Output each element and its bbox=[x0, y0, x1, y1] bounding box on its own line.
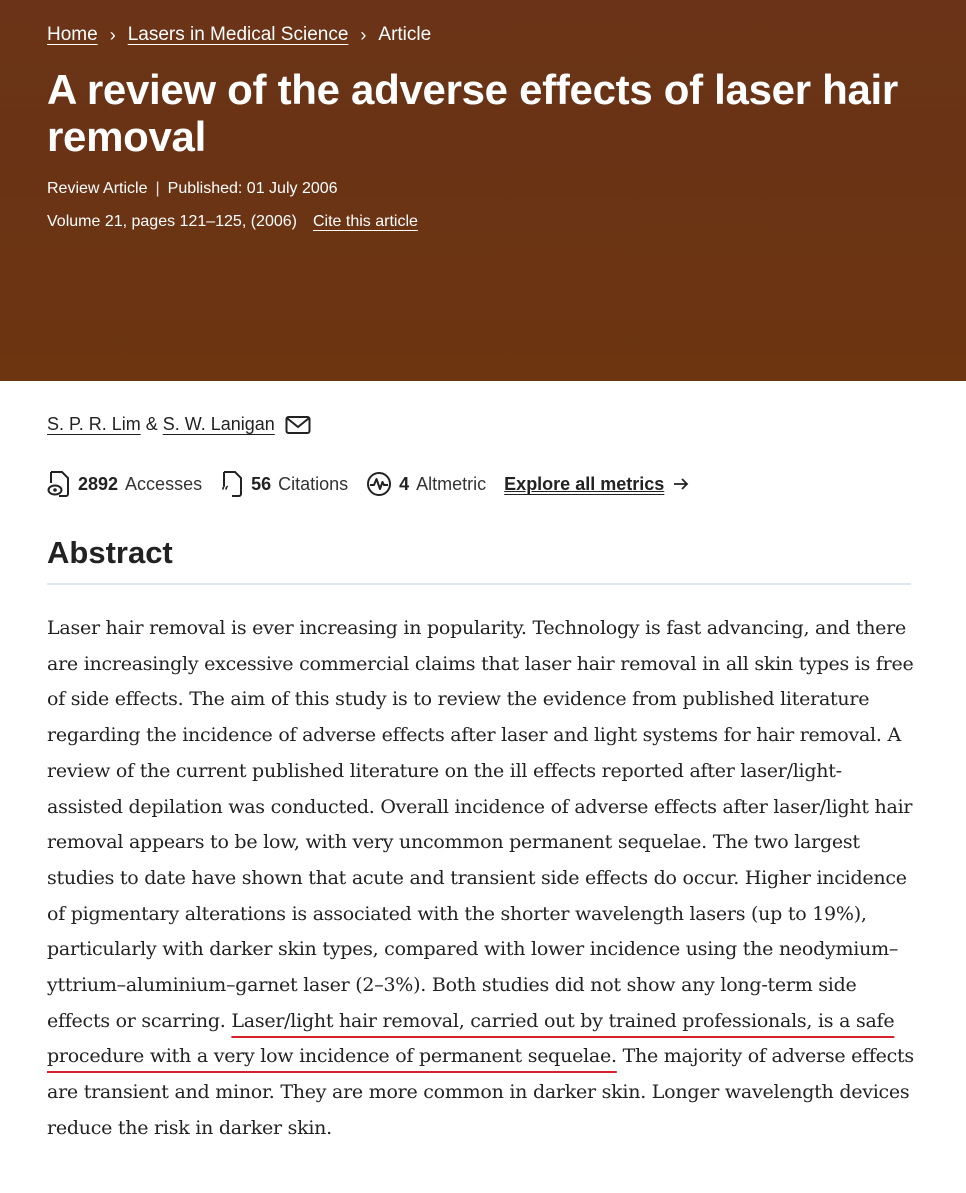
abstract-heading: Abstract bbox=[47, 535, 173, 570]
author-joiner: & bbox=[145, 414, 158, 434]
author-list bbox=[47, 414, 311, 435]
meta-divider: | bbox=[155, 180, 160, 197]
article-type: Review Article bbox=[47, 180, 148, 197]
arrow-right-icon bbox=[672, 477, 690, 491]
volume-pages: Volume 21, pages 121–125, (2006) bbox=[47, 213, 297, 230]
author-link-lanigan[interactable]: S. W. Lanigan bbox=[162, 414, 275, 434]
published-date: Published: 01 July 2006 bbox=[167, 180, 338, 197]
article-citation-line bbox=[47, 213, 418, 231]
article-header bbox=[0, 0, 966, 381]
accesses-metric bbox=[47, 470, 202, 498]
envelope-icon[interactable] bbox=[285, 415, 311, 435]
citations-label: Citations bbox=[278, 473, 349, 494]
accesses-count: 2892 bbox=[78, 473, 119, 494]
pulse-circle-icon bbox=[366, 471, 392, 497]
document-eye-icon bbox=[47, 470, 71, 498]
abstract-body bbox=[47, 611, 917, 1147]
breadcrumb-journal-link[interactable]: Lasers in Medical Science bbox=[127, 24, 349, 45]
breadcrumb bbox=[47, 24, 431, 46]
abstract-highlighted-sentence: Laser/light hair removal, carried out by trained professionals, is a safe procedure with a very low incidence of permanent sequelae. bbox=[47, 1009, 895, 1068]
article-title: A review of the adverse effects of laser hair removal bbox=[47, 66, 898, 160]
breadcrumb-separator: › bbox=[109, 24, 116, 45]
explore-metrics-link[interactable] bbox=[504, 474, 690, 495]
citations-count: 56 bbox=[251, 473, 272, 494]
author-link-lim[interactable]: S. P. R. Lim bbox=[47, 414, 141, 434]
document-quote-icon bbox=[220, 470, 244, 498]
abstract-text-before: Laser hair removal is ever increasing in popularity. Technology is fast advancing, and there are increasingly excessive commercial claims that laser hair removal in all skin types is free of side effects. The aim of this study is to review the evidence from published literature regarding the incidence of adverse effects after laser and light systems for hair removal. A review of the current published literature on the ill effects reported after laser/light-assisted depilation was conducted. Overall incidence of adverse effects after laser/light hair removal appears to be low, with very uncommon permanent sequelae. The two largest studies to date have shown that acute and transient side effects do occur. Higher incidence of pigmentary alterations is associated with the shorter wavelength lasers (up to 19%), particularly with darker skin types, compared with lower incidence using the neodymium–yttrium–aluminium–garnet laser (2–3%). Both studies did not show any long-term side effects or scarring. bbox=[47, 617, 914, 1032]
section-divider bbox=[47, 583, 911, 585]
article-meta-line bbox=[47, 180, 338, 198]
cite-article-link[interactable]: Cite this article bbox=[312, 213, 418, 230]
altmetric-score: 4 bbox=[399, 473, 410, 494]
accesses-label: Accesses bbox=[125, 473, 203, 494]
breadcrumb-home-link[interactable]: Home bbox=[47, 24, 98, 45]
breadcrumb-separator: › bbox=[360, 24, 367, 45]
explore-metrics-label: Explore all metrics bbox=[504, 473, 665, 494]
breadcrumb-current: Article bbox=[378, 24, 432, 45]
metrics-bar bbox=[47, 470, 690, 498]
altmetric-metric bbox=[366, 471, 486, 497]
altmetric-label: Altmetric bbox=[416, 473, 487, 494]
citations-metric bbox=[220, 470, 348, 498]
svg-text:“: “ bbox=[221, 484, 230, 498]
abstract-text-after: The majority of adverse effects are transient and minor. They are more common in darker skin. Longer wavelength devices reduce the risk in darker skin. bbox=[47, 1045, 914, 1139]
